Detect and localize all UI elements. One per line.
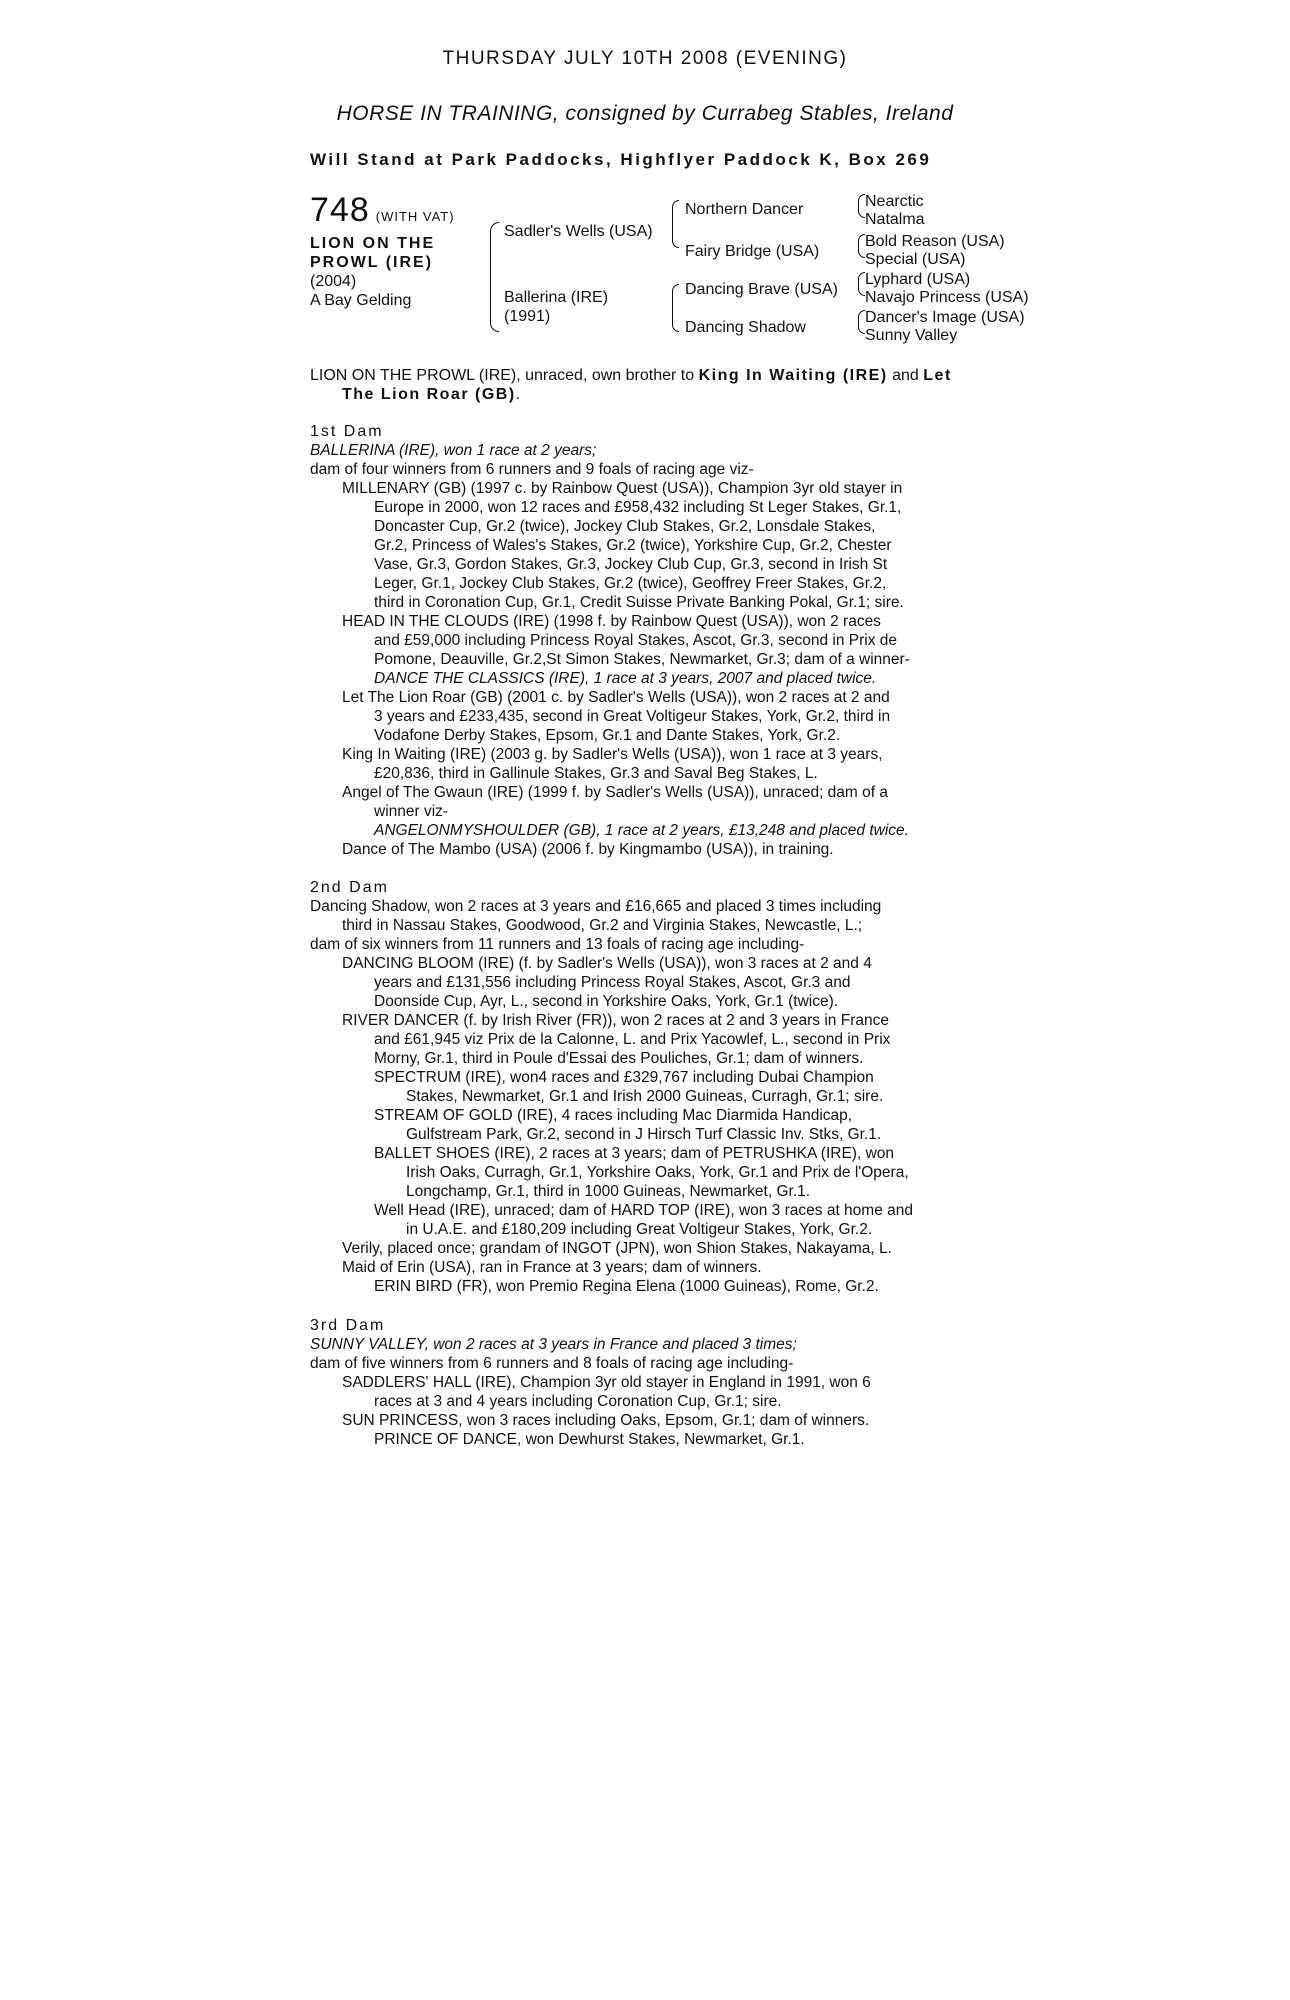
horse-name-line1: LION ON THE xyxy=(310,235,436,252)
progeny-line: RIVER DANCER (f. by Irish River (FR)), won 2 races at 2 and 3 years in France xyxy=(342,1012,889,1029)
progeny-line: Gulfstream Park, Gr.2, second in J Hirsch Turf Classic Inv. Stks, Gr.1. xyxy=(406,1126,882,1143)
progeny-line: MILLENARY (GB) (1997 c. by Rainbow Quest (USA)), Champion 3yr old stayer in xyxy=(342,480,903,497)
progeny-line: SUN PRINCESS, won 3 races including Oaks, Epsom, Gr.1; dam of winners. xyxy=(342,1412,870,1429)
gen3-bracket-3 xyxy=(858,272,865,296)
progeny-line: Let The Lion Roar (GB) (2001 c. by Sadler's Wells (USA)), won 2 races at 2 and xyxy=(342,689,890,706)
dam-name: Ballerina (IRE) xyxy=(504,289,609,306)
sale-date: THURSDAY JULY 10TH 2008 (EVENING) xyxy=(442,48,848,69)
gen3-dds: Dancer's Image (USA) xyxy=(865,309,1025,326)
progeny-line: third in Coronation Cup, Gr.1, Credit Suisse Private Banking Pokal, Gr.1; sire. xyxy=(374,594,904,611)
progeny-line: winner viz- xyxy=(374,803,449,820)
progeny-line: Vase, Gr.3, Gordon Stakes, Gr.3, Jockey Club Cup, Gr.3, second in Irish St xyxy=(374,556,888,573)
progeny-line: DANCE THE CLASSICS (IRE), 1 race at 3 years, 2007 and placed twice. xyxy=(374,670,877,687)
gen3-dss: Lyphard (USA) xyxy=(865,271,971,288)
progeny-line: Stakes, Newmarket, Gr.1 and Irish 2000 Guineas, Curragh, Gr.1; sire. xyxy=(406,1088,884,1105)
dam-line: dam of six winners from 11 runners and 13 foals of racing age including- xyxy=(310,936,805,953)
progeny-line: PRINCE OF DANCE, won Dewhurst Stakes, Newmarket, Gr.1. xyxy=(374,1431,805,1448)
progeny-line: Doncaster Cup, Gr.2 (twice), Jockey Club Stakes, Gr.2, Lonsdale Stakes, xyxy=(374,518,876,535)
intro-sibling-2b: The Lion Roar (GB) xyxy=(342,386,516,403)
first-dam-heading: 1st Dam xyxy=(310,423,384,440)
pedigree-bracket xyxy=(490,222,499,332)
dam-year: (1991) xyxy=(504,308,551,325)
dam-dam: Dancing Shadow xyxy=(685,319,806,336)
dam-line: third in Nassau Stakes, Goodwood, Gr.2 and Virginia Stakes, Newcastle, L.; xyxy=(342,917,863,934)
progeny-line: Europe in 2000, won 12 races and £958,432 including St Leger Stakes, Gr.1, xyxy=(374,499,902,516)
sire-sire: Northern Dancer xyxy=(685,201,804,218)
progeny-line: Leger, Gr.1, Jockey Club Stakes, Gr.2 (twice), Geoffrey Freer Stakes, Gr.2, xyxy=(374,575,887,592)
horse-name-line2: PROWL (IRE) xyxy=(310,254,434,271)
lot-number: 748 xyxy=(310,191,370,229)
pedigree-block xyxy=(310,192,1050,352)
intro-text-b: and xyxy=(887,367,924,384)
dam-bracket xyxy=(672,284,679,332)
intro-text-a: LION ON THE PROWL (IRE), unraced, own brother to xyxy=(310,367,699,384)
progeny-line: Irish Oaks, Curragh, Gr.1, Yorkshire Oaks, York, Gr.1 and Prix de l'Opera, xyxy=(406,1164,909,1181)
dam-line: BALLERINA (IRE), won 1 race at 2 years; xyxy=(310,442,597,459)
stand-location: Will Stand at Park Paddocks, Highflyer Paddock K, Box 269 xyxy=(310,150,932,169)
second-dam-heading: 2nd Dam xyxy=(310,879,389,896)
progeny-line: SPECTRUM (IRE), won4 races and £329,767 including Dubai Champion xyxy=(374,1069,874,1086)
gen3-sds: Bold Reason (USA) xyxy=(865,233,1005,250)
lot-number-line xyxy=(310,192,455,228)
gen3-ssd: Natalma xyxy=(865,211,925,228)
dam-sire: Dancing Brave (USA) xyxy=(685,281,838,298)
progeny-line: ERIN BIRD (FR), won Premio Regina Elena (1000 Guineas), Rome, Gr.2. xyxy=(374,1278,879,1295)
progeny-line: and £59,000 including Princess Royal Stakes, Ascot, Gr.3, second in Prix de xyxy=(374,632,897,649)
progeny-line: £20,836, third in Gallinule Stakes, Gr.3 and Saval Beg Stakes, L. xyxy=(374,765,818,782)
intro-paragraph xyxy=(310,366,990,404)
horse-description: A Bay Gelding xyxy=(310,292,412,309)
dam-line: dam of five winners from 6 runners and 8 foals of racing age including- xyxy=(310,1355,794,1372)
progeny-line: BALLET SHOES (IRE), 2 races at 3 years; dam of PETRUSHKA (IRE), won xyxy=(374,1145,894,1162)
vat-note: (WITH VAT) xyxy=(375,209,455,224)
foaling-year: (2004) xyxy=(310,273,357,290)
progeny-line: 3 years and £233,435, second in Great Voltigeur Stakes, York, Gr.2, third in xyxy=(374,708,891,725)
sire-bracket xyxy=(672,200,679,248)
progeny-line: Angel of The Gwaun (IRE) (1999 f. by Sadler's Wells (USA)), unraced; dam of a xyxy=(342,784,888,801)
gen3-dsd: Navajo Princess (USA) xyxy=(865,289,1029,306)
third-dam-section xyxy=(310,1316,990,1449)
gen3-sdd: Special (USA) xyxy=(865,251,966,268)
intro-sibling-2a: Let xyxy=(923,367,952,384)
progeny-line: Pomone, Deauville, Gr.2,St Simon Stakes, Newmarket, Gr.3; dam of a winner- xyxy=(374,651,910,668)
dam-line: Dancing Shadow, won 2 races at 3 years and £16,665 and placed 3 times including xyxy=(310,898,882,915)
progeny-line: years and £131,556 including Princess Royal Stakes, Ascot, Gr.3 and xyxy=(374,974,851,991)
progeny-line: Verily, placed once; grandam of INGOT (JPN), won Shion Stakes, Nakayama, L. xyxy=(342,1240,892,1257)
progeny-line: DANCING BLOOM (IRE) (f. by Sadler's Wells (USA)), won 3 races at 2 and 4 xyxy=(342,955,872,972)
first-dam-section xyxy=(310,422,990,859)
progeny-line: Doonside Cup, Ayr, L., second in Yorkshire Oaks, York, Gr.1 (twice). xyxy=(374,993,839,1010)
progeny-line: Maid of Erin (USA), ran in France at 3 years; dam of winners. xyxy=(342,1259,762,1276)
sire-name: Sadler's Wells (USA) xyxy=(504,223,653,240)
progeny-line: ANGELONMYSHOULDER (GB), 1 race at 2 years, £13,248 and placed twice. xyxy=(374,822,909,839)
progeny-line: races at 3 and 4 years including Coronation Cup, Gr.1; sire. xyxy=(374,1393,782,1410)
progeny-line: in U.A.E. and £180,209 including Great Voltigeur Stakes, York, Gr.2. xyxy=(406,1221,873,1238)
progeny-line: Morny, Gr.1, third in Poule d'Essai des Pouliches, Gr.1; dam of winners. xyxy=(374,1050,864,1067)
gen3-bracket-1 xyxy=(858,194,865,218)
intro-sibling-1: King In Waiting (IRE) xyxy=(698,367,888,384)
gen3-ddd: Sunny Valley xyxy=(865,327,958,344)
dam-line: SUNNY VALLEY, won 2 races at 3 years in France and placed 3 times; xyxy=(310,1336,797,1353)
progeny-line: Well Head (IRE), unraced; dam of HARD TOP (IRE), won 3 races at home and xyxy=(374,1202,913,1219)
intro-text-c: . xyxy=(515,386,521,403)
gen3-bracket-4 xyxy=(858,310,865,334)
progeny-line: King In Waiting (IRE) (2003 g. by Sadler's Wells (USA)), won 1 race at 3 years, xyxy=(342,746,883,763)
progeny-line: Longchamp, Gr.1, third in 1000 Guineas, Newmarket, Gr.1. xyxy=(406,1183,811,1200)
dam-line: dam of four winners from 6 runners and 9 foals of racing age viz- xyxy=(310,461,754,478)
second-dam-section xyxy=(310,878,990,1296)
progeny-line: Vodafone Derby Stakes, Epsom, Gr.1 and Dante Stakes, York, Gr.2. xyxy=(374,727,841,744)
progeny-line: Gr.2, Princess of Wales's Stakes, Gr.2 (twice), Yorkshire Cup, Gr.2, Chester xyxy=(374,537,892,554)
progeny-line: SADDLERS' HALL (IRE), Champion 3yr old stayer in England in 1991, won 6 xyxy=(342,1374,871,1391)
gen3-sss: Nearctic xyxy=(865,193,924,210)
sire-dam: Fairy Bridge (USA) xyxy=(685,243,820,260)
progeny-line: Dance of The Mambo (USA) (2006 f. by Kingmambo (USA)), in training. xyxy=(342,841,834,858)
progeny-line: and £61,945 viz Prix de la Calonne, L. and Prix Yacowlef, L., second in Prix xyxy=(374,1031,891,1048)
consignment-line: HORSE IN TRAINING, consigned by Currabeg Stables, Ireland xyxy=(336,102,954,125)
third-dam-heading: 3rd Dam xyxy=(310,1317,386,1334)
progeny-line: STREAM OF GOLD (IRE), 4 races including Mac Diarmida Handicap, xyxy=(374,1107,853,1124)
progeny-line: HEAD IN THE CLOUDS (IRE) (1998 f. by Rainbow Quest (USA)), won 2 races xyxy=(342,613,881,630)
gen3-bracket-2 xyxy=(858,234,865,258)
